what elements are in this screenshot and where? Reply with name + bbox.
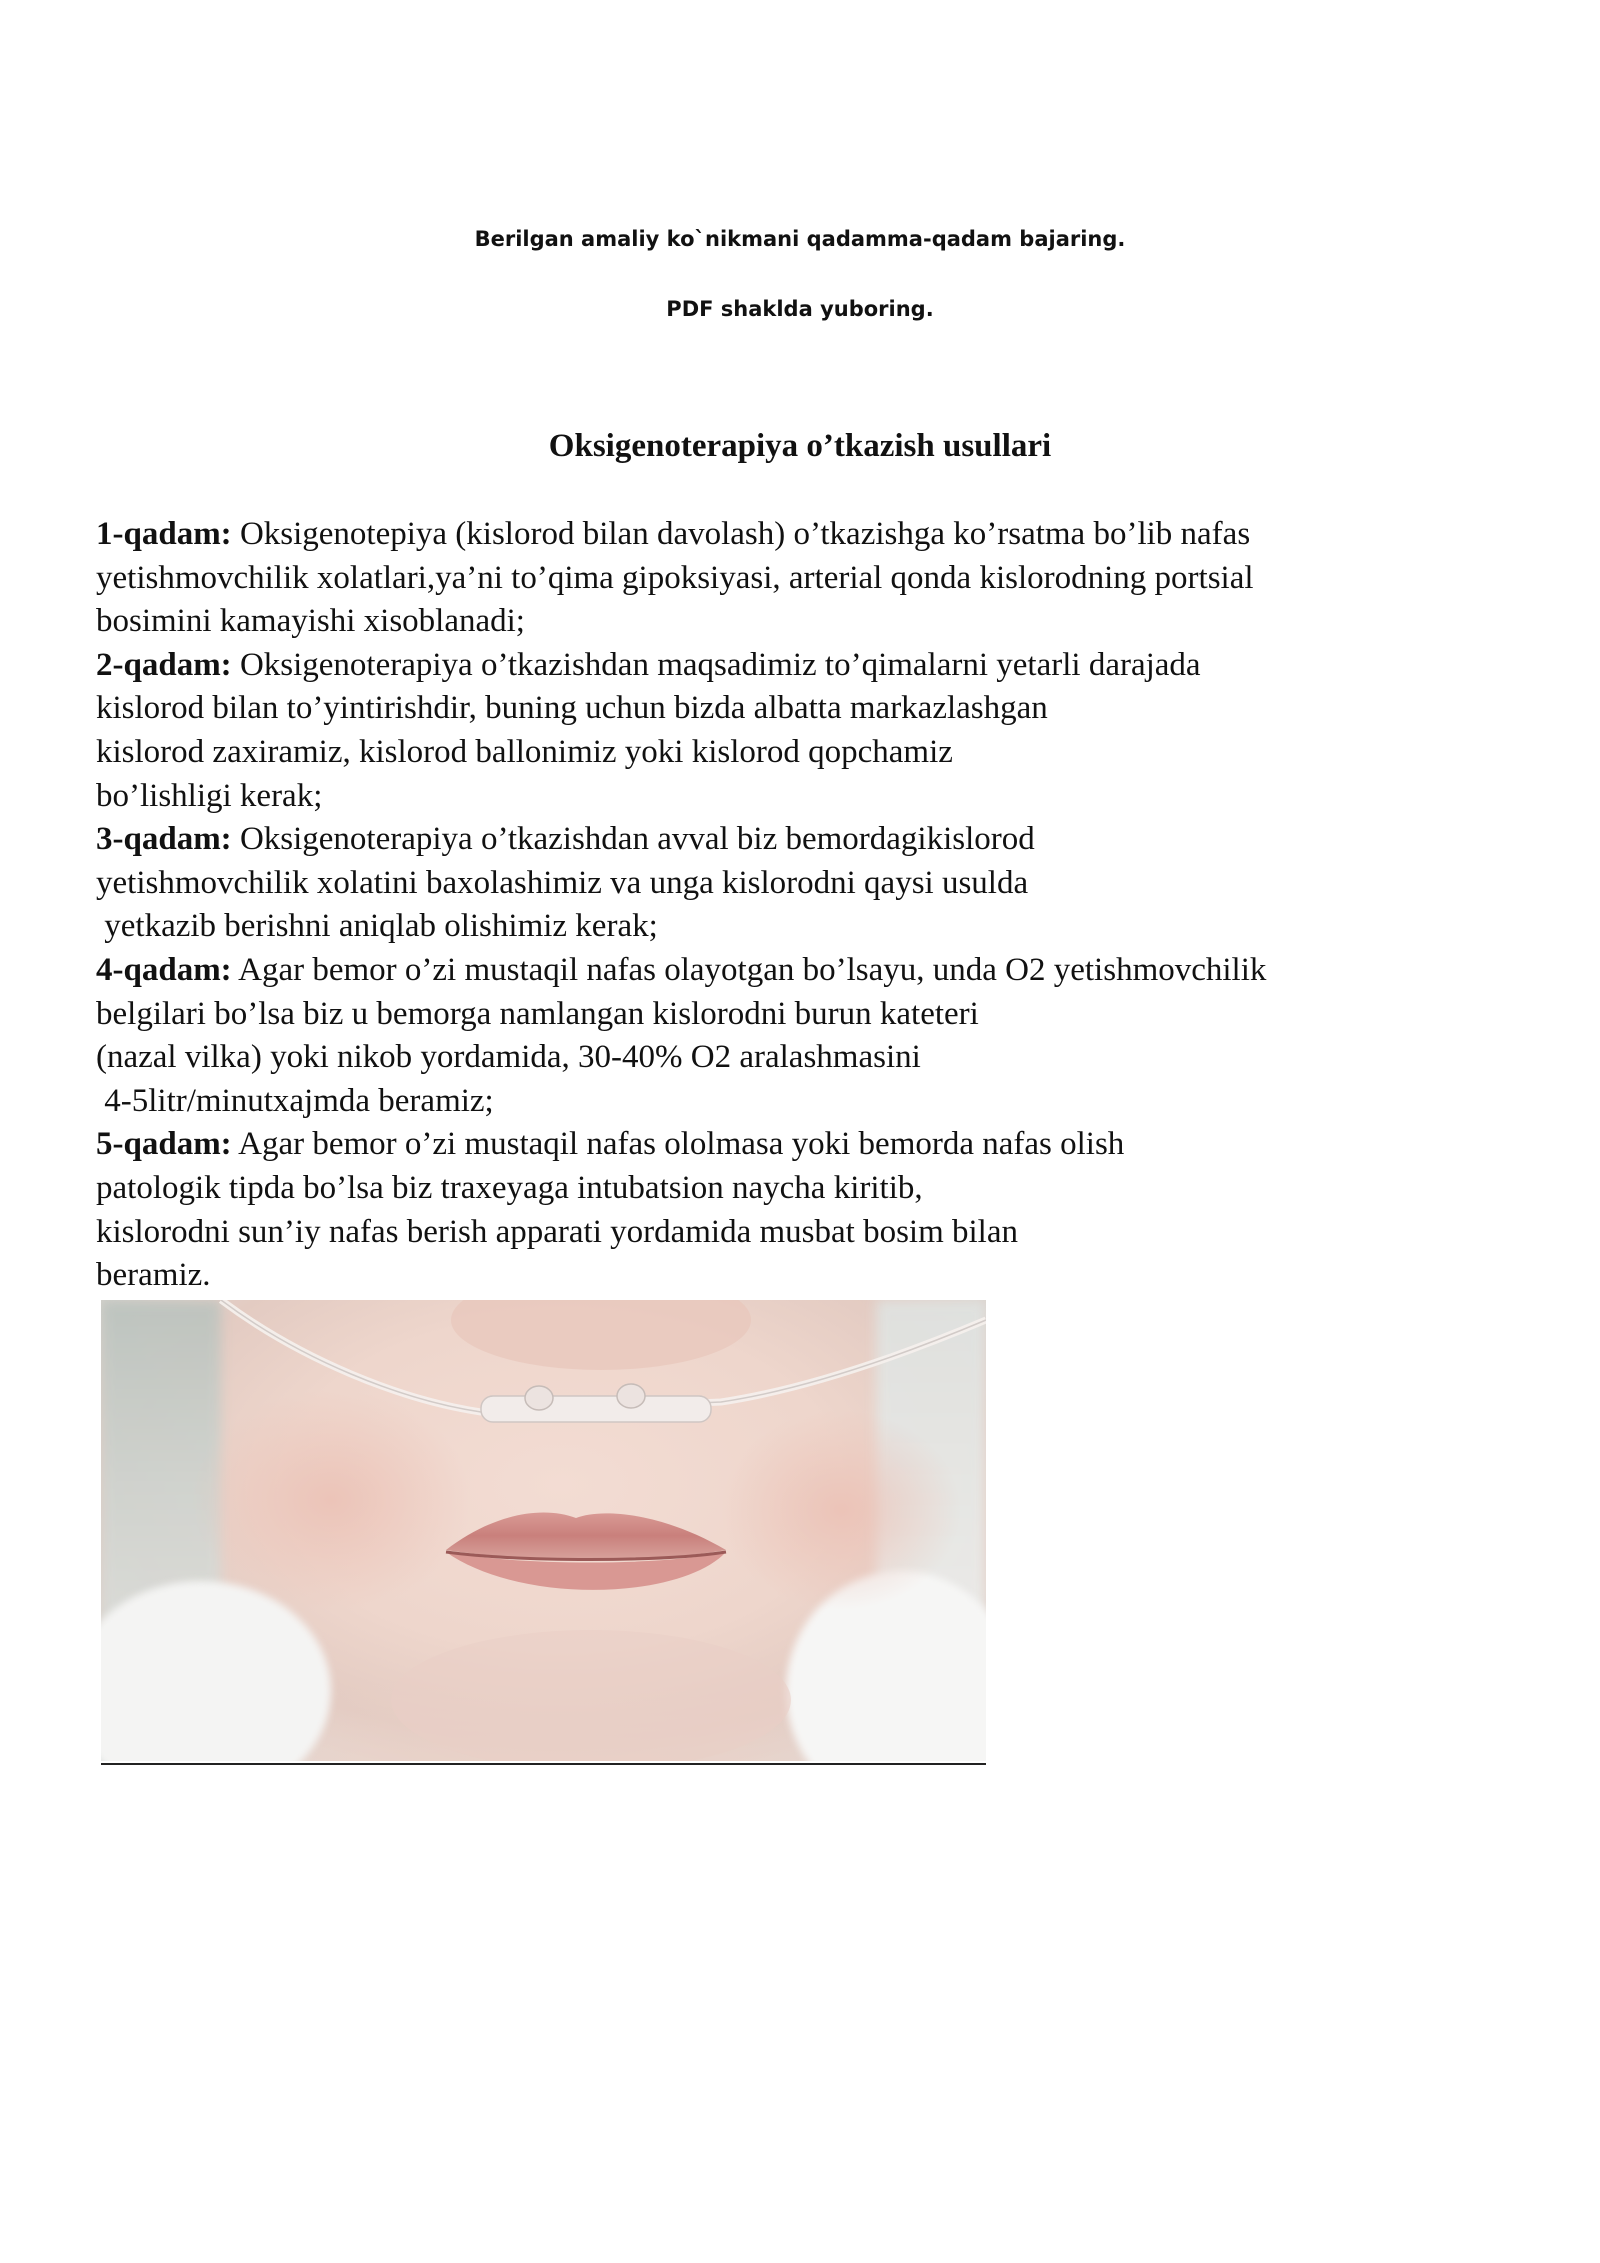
step-3-line-1: 3-qadam: Oksigenoterapiya o’tkazishdan avval biz bemordagikislorod — [96, 821, 1035, 858]
step-4-label: 4-qadam: — [96, 951, 232, 988]
nasal-cannula-illustration — [101, 1300, 986, 1761]
step-4-line-3: (nazal vilka) yoki nikob yordamida, 30-40% O2 aralashmasini — [96, 1039, 921, 1076]
cannula-prong-left — [525, 1386, 553, 1410]
step-1-line-1: 1-qadam: Oksigenotepiya (kislorod bilan davolash) o’tkazishga ko’rsatma bo’lib nafas — [96, 516, 1251, 552]
step-4-line-4: 4-5litr/minutxajmda beramiz; — [96, 1082, 494, 1119]
cannula-bridge — [481, 1396, 711, 1422]
step-2-line-3: kislorod zaxiramiz, kislorod ballonimiz yoki kislorod qopchamiz — [96, 733, 953, 770]
instruction-line-1: Berilgan amaliy ko`nikmani qadamma-qadam bajaring. — [474, 227, 1126, 251]
nasal-cannula-photo — [101, 1300, 986, 1761]
photo-baseline-rule — [101, 1763, 986, 1765]
steps-body — [96, 513, 1516, 1298]
step-5-label: 5-qadam: — [96, 1126, 232, 1163]
step-1-line-3: bosimini kamayishi xisoblanadi; — [96, 603, 525, 640]
step-5-line-4: beramiz. — [96, 1257, 211, 1294]
step-4-line-1: 4-qadam: Agar bemor o’zi mustaqil nafas olayotgan bo’lsayu, unda O2 yetishmovchilik — [96, 951, 1267, 988]
cheek-right — [721, 1410, 961, 1610]
cannula-prong-right — [617, 1384, 645, 1408]
step-2-line-2: kislorod bilan to’yintirishdir, buning uchun bizda albatta markazlashgan — [96, 690, 1048, 727]
step-1-line-2: yetishmovchilik xolatlari,ya’ni to’qima gipoksiyasi, arterial qonda kislorodning portsial — [96, 559, 1254, 596]
step-5-line-1: 5-qadam: Agar bemor o’zi mustaqil nafas ololmasa yoki bemorda nafas olish — [96, 1126, 1125, 1163]
step-5-line-2: patologik tipda bo’lsa biz traxeyaga intubatsion naycha kiritib, — [96, 1169, 923, 1206]
step-4-line-2: belgilari bo’lsa biz u bemorga namlangan kislorodni burun kateteri — [96, 995, 979, 1032]
step-2-line-1: 2-qadam: Oksigenoterapiya o’tkazishdan maqsadimiz to’qimalarni yetarli darajada — [96, 646, 1201, 683]
step-3-line-3: yetkazib berishni aniqlab olishimiz kerak; — [96, 908, 658, 945]
step-3-line-2: yetishmovchilik xolatini baxolashimiz va unga kislorodni qaysi usulda — [96, 864, 1029, 901]
step-5-line-3: kislorodni sun’iy nafas berish apparati yordamida musbat bosim bilan — [96, 1213, 1018, 1250]
step-1-label: 1-qadam: — [96, 516, 232, 552]
document-title: Oksigenoterapiya o’tkazish usullari — [548, 428, 1052, 464]
chin-shading — [391, 1630, 791, 1761]
step-2-line-4: bo’lishligi kerak; — [96, 777, 323, 814]
instruction-line-2: PDF shaklda yuboring. — [666, 297, 934, 321]
step-3-label: 3-qadam: — [96, 821, 232, 858]
upper-lip — [446, 1513, 726, 1559]
nose-shadow — [451, 1300, 751, 1370]
step-2-label: 2-qadam: — [96, 646, 232, 683]
cheek-left — [191, 1390, 471, 1610]
